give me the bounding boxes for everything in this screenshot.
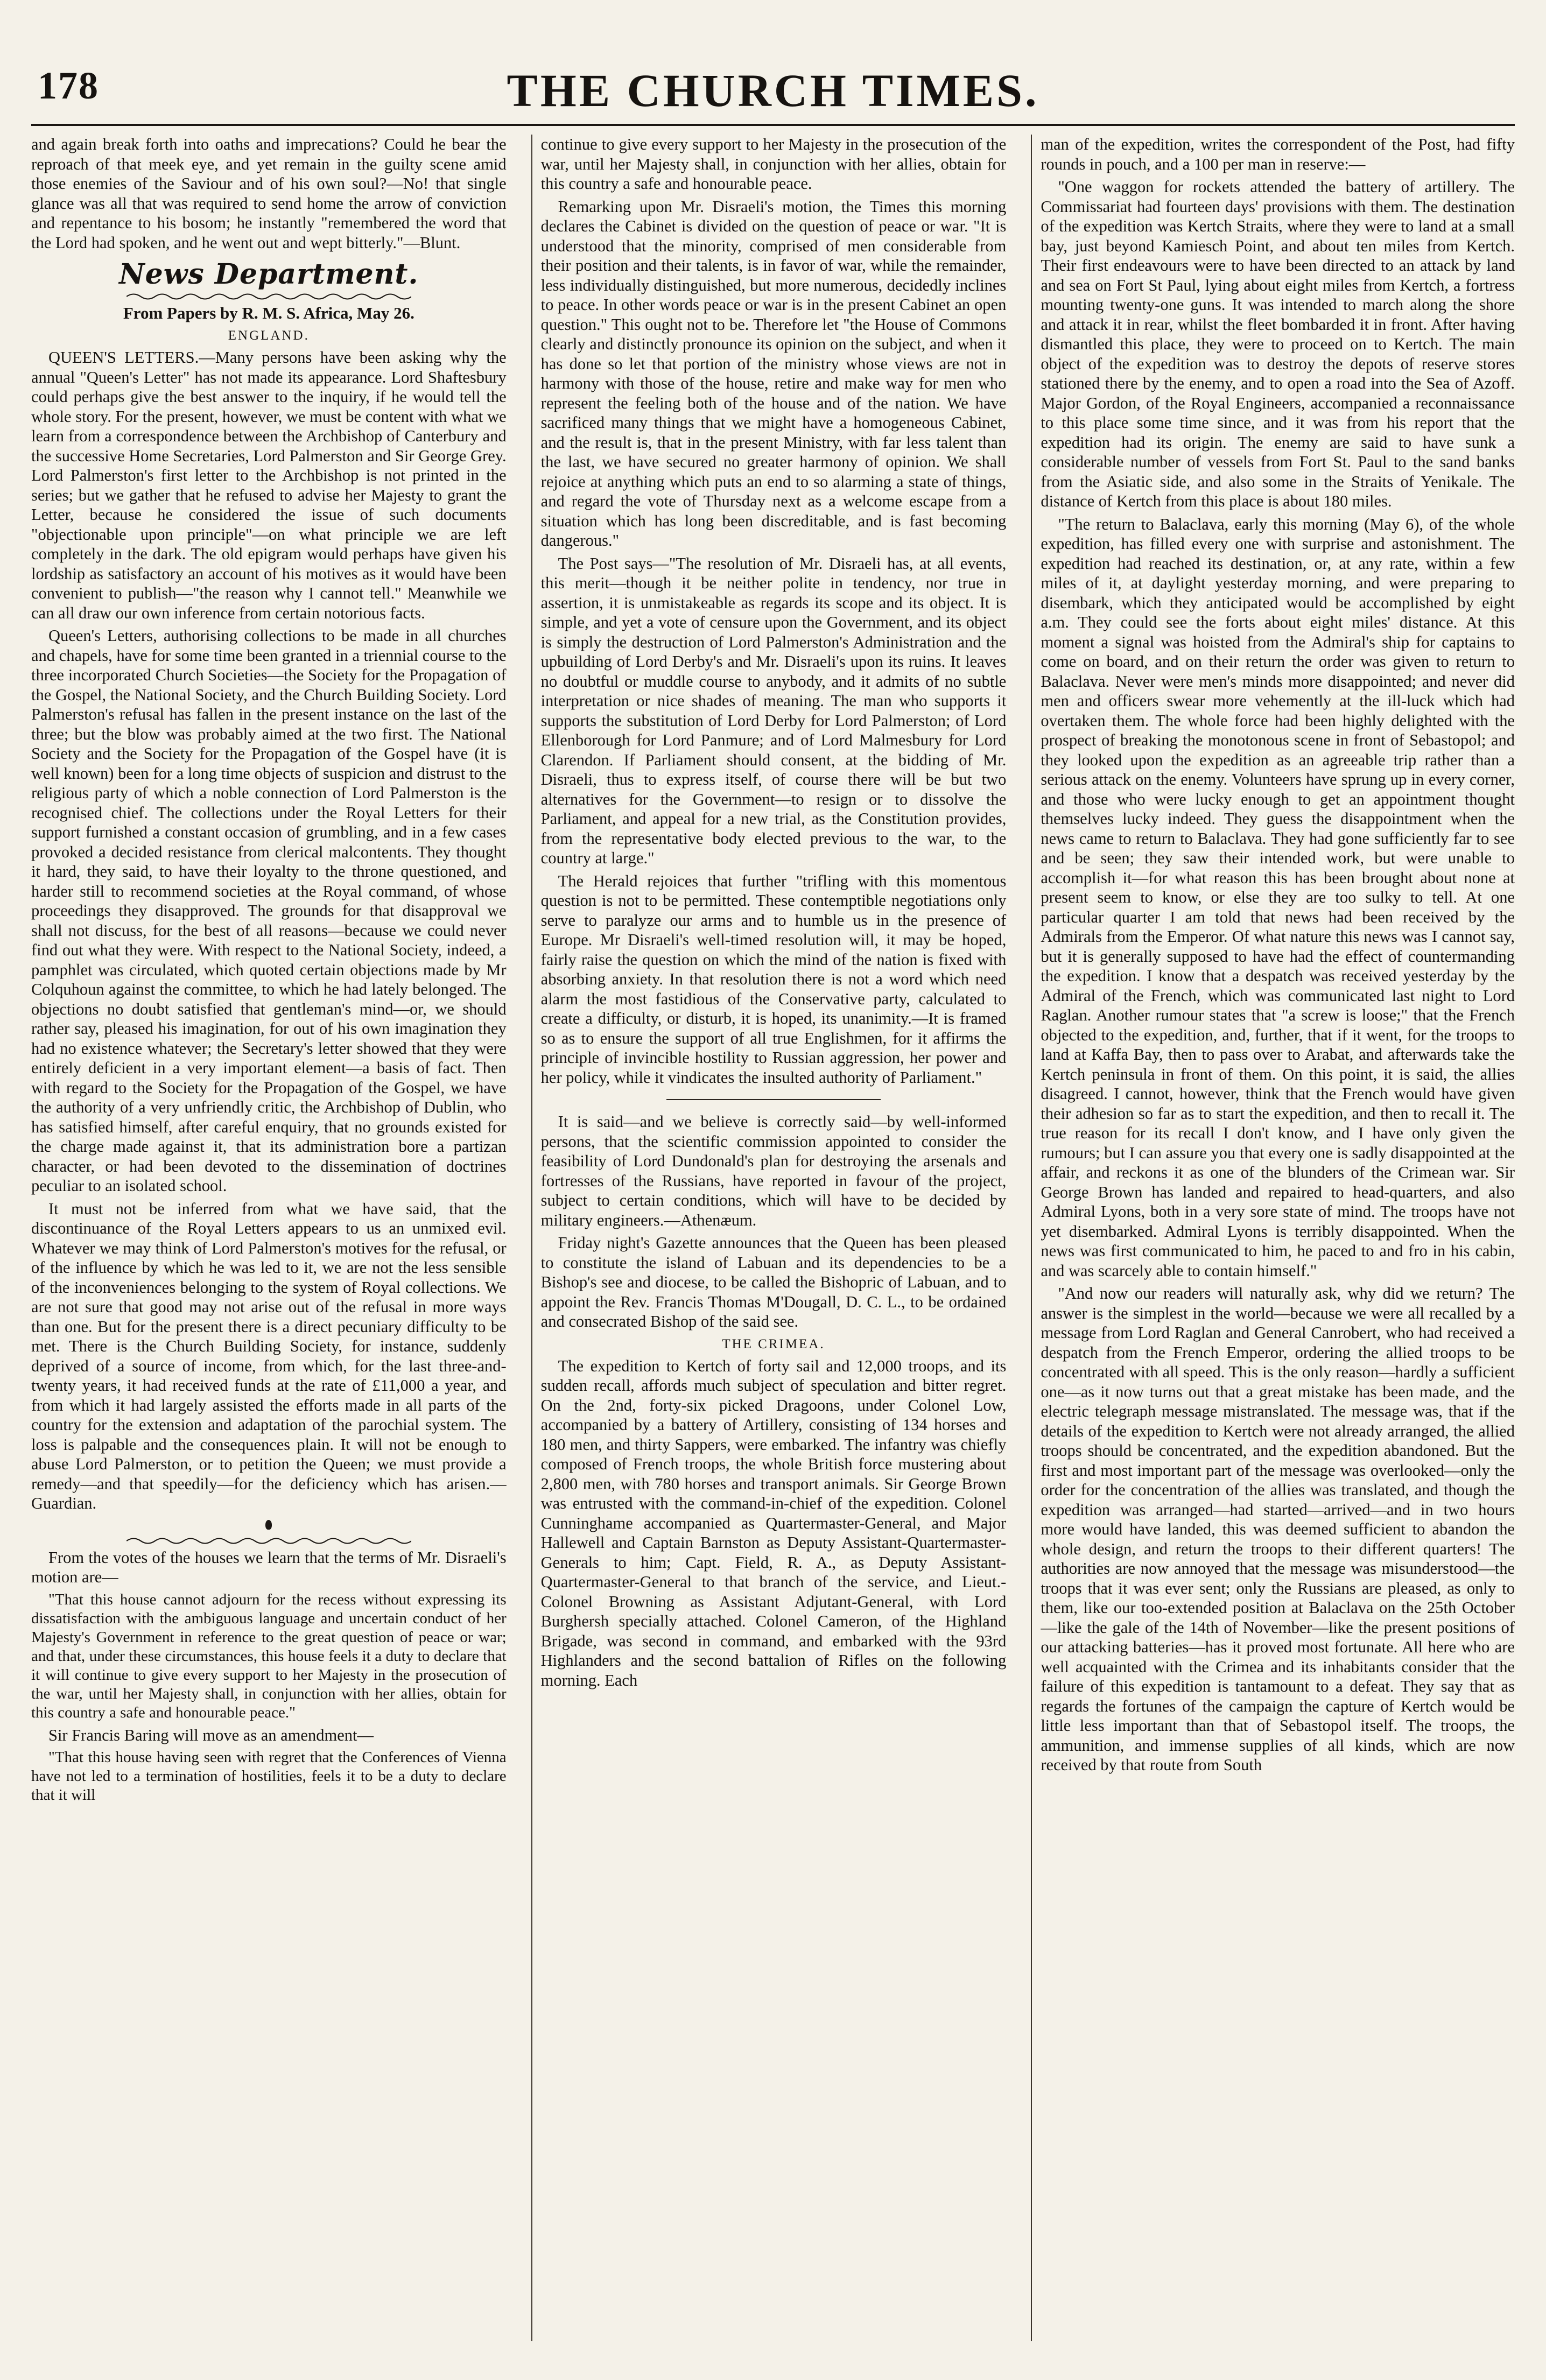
article-paragraph: man of the expedition, writes the correspondent of the Post, had fifty rounds in pouch, and a 100 per man in reserve:—	[1041, 135, 1515, 173]
article-paragraph: It must not be inferred from what we have said, that the discontinuance of the Royal Letters appears to us an unmixed evil. Whatever we may think of Lord Palmerston's motives for the refusal, or of the influence by which he was led to it, we are not the less sensible of the inconveniences belonging to the system of Royal collections. We are not sure that good may not arise out of the refusal in more ways than one. But for the present there is a direct pecuniary difficulty to be met. There is the Church Building Society, for instance, suddenly deprived of a source of income, from which, for the last three-and-twenty years, it had received funds at the rate of £11,000 a year, and from which it had largely assisted the efforts made in all parts of the country for the extension and adaptation of the parochial system. The loss is palpable and the consequences plain. It will not be enough to abuse Lord Palmerston, or to petition the Queen; we must provide a remedy—and that speedily—for the deficiency which has arisen.—Guardian.	[31, 1199, 507, 1512]
article-paragraph: "The return to Balaclava, early this morning (May 6), of the whole expedition, has filled every one with surprise and astonishment. The expedition had reached its destination, or, at any rate, within a few miles of it, at daylight yesterday morning, and were preparing to disembark, which they anticipated would be accomplished by eight a.m. They could see the forts about eight miles' distance. At this moment a signal was hoisted from the Admiral's ship for captains to come on board, and on their return the order was given to return to Balaclava. Never were men's minds more disappointed; and never did men and officers swear more vehemently at the ill-luck which had overtaken them. The whole force had been highly delighted with the prospect of breaking the monotonous scene in front of Sebastopol; and they looked upon the expedition as an agreeable trip rather than a serious attack on the enemy. Volunteers have sprung up in every corner, and those who were lucky enough to get an appointment thought themselves lucky indeed. They guess the disappointment when the news came to return to Balaclava. They had gone sufficiently far to see and be seen; they saw their intended work, but were unable to accomplish it—for what reason this has been brought about none at present seem to know, or else they are too sulky to tell. At one particular quarter I am told that news had been received by the Admirals from the Emperor. Of what nature this news was I cannot say, but it is generally supposed to have had the effect of countermanding the expedition. I know that a despatch was received yesterday by the Admiral of the French, which was communicated last night to Lord Raglan. Another rumour states that "a screw is loose;" that the French objected to the expedition, and, further, that if it went, for the troops to land at Kaffa Bay, then to pass over to Arabat, and afterwards take the Kertch peninsula in front of them. On this point, it is said, the allies disagreed. I cannot, however, think that the French would have given their adhesion so far as to start the expedition, and then to recall it. The true reason for its recall I don't know, and I have only given the rumours; but I can assure you that every one is sadly disappointed at the affair, and reckons it as one of the blunders of the Crimean war. Sir George Brown has landed and repaired to head-quarters, and also Admiral Lyons, both in a very sore state of mind. The troops have not yet disembarked. Admiral Lyons is terribly disappointed. When the news was first communicated to him, he paced to and fro in his cabin, and was scarcely able to contain himself."	[1041, 515, 1515, 1280]
article-paragraph: "One waggon for rockets attended the battery of artillery. The Commissariat had fourteen days' provisions with them. The destination of the expedition was Kertch Straits, where they were to land at a small bay, just beyond Kamiesch Point, and about ten miles from Kertch. Their first endeavours were to have been directed to an attack by land and sea on Fort St Paul, lying about eight miles from Kertch, a fortress mounting twenty-one guns. It was intended to march along the shore and attack it in rear, whilst the fleet bombarded it in front. After having dismantled this place, they were to proceed on to Kertch. The main object of the expedition was to destroy the depots of reserve stores stationed there by the enemy, and to open a road into the Sea of Azoff. Major Gordon, of the Royal Engineers, accompanied a reconnaissance to this place some time since, and it was from his report that the expedition had its origin. The enemy are said to have sunk a considerable number of vessels from Fort St. Paul to the sand banks from the Asiatic side, and also some in the Straits of Yenikale. The distance of Kertch from this place is about 180 miles.	[1041, 178, 1515, 510]
column-1	[31, 135, 515, 2341]
divider	[666, 1099, 881, 1100]
subsection-heading: ENGLAND.	[228, 328, 310, 343]
ornament-rule	[127, 1536, 412, 1546]
article-paragraph: It is said—and we believe is correctly said—by well-informed persons, that the scientific commission appointed to consider the feasibility of Lord Dundonald's plan for destroying the arsenals and fortresses of the Russians, have reported in favour of the project, subject to certain conditions, which will have to be decided by military engineers.—Athenæum.	[540, 1112, 1007, 1229]
ornament-rule	[127, 292, 412, 301]
article-paragraph: The expedition to Kertch of forty sail and 12,000 troops, and its sudden recall, affords much subject of speculation and bitter regret. On the 2nd, forty-six picked Dragoons, under Colonel Low, accompanied by a battery of Artillery, consisting of 134 horses and 180 men, and thirty Sappers, were embarked. The infantry was chiefly composed of French troops, the whole British force mustering about 2,800 men, with 780 horses and transport animals. Sir George Brown was entrusted with the command-in-chief of the expedition. Colonel Cunninghame accompanied as Quartermaster-General, and Major Hallewell and Captain Barnston as Deputy Assistant-Quartermaster-Generals to him; Capt. Field, R. A., as Deputy Assistant-Quartermaster-General to that branch of the service, and Lieut.-Colonel Browning as Assistant Adjutant-General, with Lord Burghersh specially attached. Colonel Cameron, of the Highland Brigade, was second in command, and embarked with the 93rd Highlanders and the second battalion of Rifles on the following morning. Each	[540, 1356, 1007, 1689]
article-paragraph: The Post says—"The resolution of Mr. Disraeli has, at all events, this merit—though it be neither polite in tendency, nor true in assertion, it is unmistakeable as regards its scope and its object. It is simple, and yet a vote of censure upon the Government, and its object is simply the destruction of Lord Palmerston's Administration and the upbuilding of Lord Derby's and Mr. Disraeli's upon its ruins. It leaves no doubtful or muddle course to anybody, and it admits of no subtle interpretation or nice shades of meaning. The man who supports it supports the substitution of Lord Derby for Lord Palmerston; of Lord Ellenborough for Lord Panmure; and of Lord Malmesbury for Lord Clarendon. If Parliament should consent, at the bidding of Mr. Disraeli, thus to express itself, of course there will be but two alternatives for the Government—to resign or to dissolve the Parliament, and appeal for a new trial, as the Constitution provides, from the representative body elected previous to the war, to the country at large."	[540, 554, 1007, 867]
section-subtitle: From Papers by R. M. S. Africa, May 26.	[123, 304, 414, 322]
subsection-heading: THE CRIMEA.	[722, 1336, 825, 1351]
article-paragraph: Friday night's Gazette announces that the Queen has been pleased to constitute the island of Labuan and its dependencies to be a Bishop's see and diocese, to be called the Bishopric of Labuan, and to appoint the Rev. Francis Thomas M'Dougall, D. C. L., to be ordained and consecrated Bishop of the said see.	[540, 1234, 1007, 1330]
article-paragraph: continue to give every support to her Majesty in the prosecution of the war, until her Majesty shall, in conjunction with her allies, obtain for this country a safe and honourable peace.	[540, 135, 1007, 193]
quoted-motion: "That this house cannot adjourn for the recess without expressing its dissatisfaction with the ambiguous language and uncertain conduct of her Majesty's Government in reference to the great question of peace or war; and that, under these circumstances, this house feels it a duty to declare that it will continue to give every support to her Majesty in the prosecution of the war, until her Majesty shall, in conjunction with her allies, obtain for this country a safe and honourable peace."	[31, 1590, 507, 1721]
article-paragraph: "And now our readers will naturally ask, why did we return? The answer is the simplest in the world—because we were all recalled by a message from Lord Raglan and General Canrobert, who had received a despatch from the French Emperor, ordering the allied troops to be concentrated with all speed. This is the only reason—hardly a sufficient one—as it now turns out that a great mistake has been made, and the electric telegraph message mistranslated. The message was, that if the details of the expedition to Kertch were not already arranged, the allied troops should be concentrated, and the expedition abandoned. But the first and most important part of the message was overlooked—only the order for the concentration of the allies was translated, and though the expedition was arranged—had started—arrived—and in two hours more would have landed, this was deemed sufficient to abandon the whole design, and return the troops to their different quarters! The authorities are now annoyed that the message was misunderstood—the troops that it was ever sent; only the Russians are pleased, as only to them, like our too-extended position at Balaclava on the 25th October—like the gale of the 14th of November—like the present positions of our attacking batteries—has it proved most fortunate. All here who are well acquainted with the Crimea and its inhabitants consider that the failure of this expedition is tantamount to a defeat. They say that as regards the fortunes of the campaign the capture of Kertch would be little less important than that of Sebastopol itself. The troops, the ammunition, and immense supplies of all kinds, which are now received by that route from South	[1041, 1284, 1515, 1774]
masthead	[31, 64, 1515, 126]
article-paragraph: and again break forth into oaths and imprecations? Could he bear the reproach of that meek eye, and yet remain in the guilty scene amid those enemies of the Saviour and of his own soul?—No! that single glance was all that was required to send home the arrow of conviction and repentance to his bosom; he instantly "remembered the word that the Lord had spoken, and he went out and wept bitterly."—Blunt.	[31, 135, 507, 252]
article-paragraph: The Herald rejoices that further "trifling with this momentous question is not to be permitted. These contemptible negotiations only serve to paralyze our arms and to humble us in the presence of Europe. Mr Disraeli's well-timed resolution will, it may be hoped, fairly raise the question on which the mind of the nation is fixed with absorbing anxiety. In that resolution there is not a word which need alarm the most fastidious of the Conservative party, calculated to create a difficulty, or disturb, it is hoped, its unanimity.—It is framed so as to ensure the support of all true Englishmen, for it affirms the principle of invincible hostility to Russian aggression, her power and her policy, while it vindicates the insulted authority of Parliament."	[540, 871, 1007, 1087]
newspaper-title: THE CHURCH TIMES.	[507, 65, 1039, 116]
columns	[31, 135, 1515, 2341]
quoted-amendment: "That this house having seen with regret that the Conferences of Vienna have not led to a termination of hostilities, feels it to be a duty to declare that it will	[31, 1749, 507, 1804]
section-title: News Department.	[119, 258, 419, 291]
column-3	[1031, 135, 1515, 2341]
column-2	[531, 135, 1015, 2341]
page-number: 178	[38, 64, 99, 107]
article-paragraph: QUEEN'S LETTERS.—Many persons have been asking why the annual "Queen's Letter" has not made its appearance. Lord Shaftesbury could perhaps give the best answer to the inquiry, if he would tell the whole story. For the present, however, we must be content with what we learn from a correspondence between the Archbishop of Canterbury and the successive Home Secretaries, Lord Palmerston and Sir George Grey. Lord Palmerston's first letter to the Archbishop is not printed in the series; but we gather that he refused to advise her Majesty to grant the Letter, because he considered the issue of such documents "objectionable upon principle"—on what principle we are left completely in the dark. The old epigram would perhaps have given his lordship as satisfactory an account of his motives as it would have been convenient to publish—"the reason why I cannot tell." Meanwhile we can all draw our own inference from certain notorious facts.	[31, 348, 507, 622]
separator-ornament	[31, 1520, 507, 1530]
article-paragraph: From the votes of the houses we learn that the terms of Mr. Disraeli's motion are—	[31, 1548, 507, 1586]
article-paragraph: Remarking upon Mr. Disraeli's motion, the Times this morning declares the Cabinet is divided on the question of peace or war. "It is understood that the minority, comprised of men considerable from their position and their talents, is in favor of war, while the remainder, less individually distinguished, but more numerous, decidedly inclines to peace. In other words peace or war is in the present Cabinet an open question." This ought not to be. Therefore let "the House of Commons clearly and distinctly pronounce its opinion on the subject, and when it has done so let that portion of the ministry whose views are not in harmony with those of the house, retire and make way for men who represent the feeling both of the house and of the nation. We have sacrificed many things that we might have a homogeneous Cabinet, and the result is, that in the present Ministry, with far less talent than the last, we have secured no greater harmony of opinion. We shall rejoice at anything which puts an end to so alarming a state of things, and regard the vote of Thursday next as a welcome escape from a situation which has long been discreditable, and is fast becoming dangerous."	[540, 197, 1007, 550]
article-paragraph: Sir Francis Baring will move as an amendment—	[48, 1726, 374, 1744]
article-paragraph: Queen's Letters, authorising collections to be made in all churches and chapels, have for some time been granted in a triennial course to the three incorporated Church Societies—the Society for the Propagation of the Gospel, the National Society, and the Church Building Society. Lord Palmerston's refusal has fallen in the present instance on the last of the three; but the blow was probably aimed at the two first. The National Society and the Society for the Propagation of the Gospel have (it is well known) been for a long time objects of suspicion and distrust to the religious party of which a noble connection of Lord Palmerston is the recognised chief. The collections under the Royal Letters for their support furnished a constant occasion of grumbling, and in a few cases provoked a decided resistance from clerical malcontents. They thought it hard, they said, to have their loyalty to the throne questioned, and harder still to recommend societies at the Royal command, of whose proceedings they disapproved. The grounds for that disapproval we shall not discuss, for the best of all reasons—because we could never find out what they were. With respect to the National Society, indeed, a pamphlet was circulated, which quoted certain objections made by Mr Colquhoun against the committee, to which he had lately belonged. The objections no doubt satisfied that gentleman's mind—or, we should rather say, pleased his imagination, for out of his own imagination they had no existence whatever; the Secretary's letter showed that they were entirely deficient in a very important element—a basis of fact. Then with regard to the Society for the Propagation of the Gospel, we have the authority of a very unfriendly critic, the Archbishop of Dublin, who has satisfied himself, after careful enquiry, that no grounds existed for the charge made against it, that its administration bore a partizan character, or had been devoted to the dissemination of doctrines peculiar to an isolated school.	[31, 626, 507, 1195]
